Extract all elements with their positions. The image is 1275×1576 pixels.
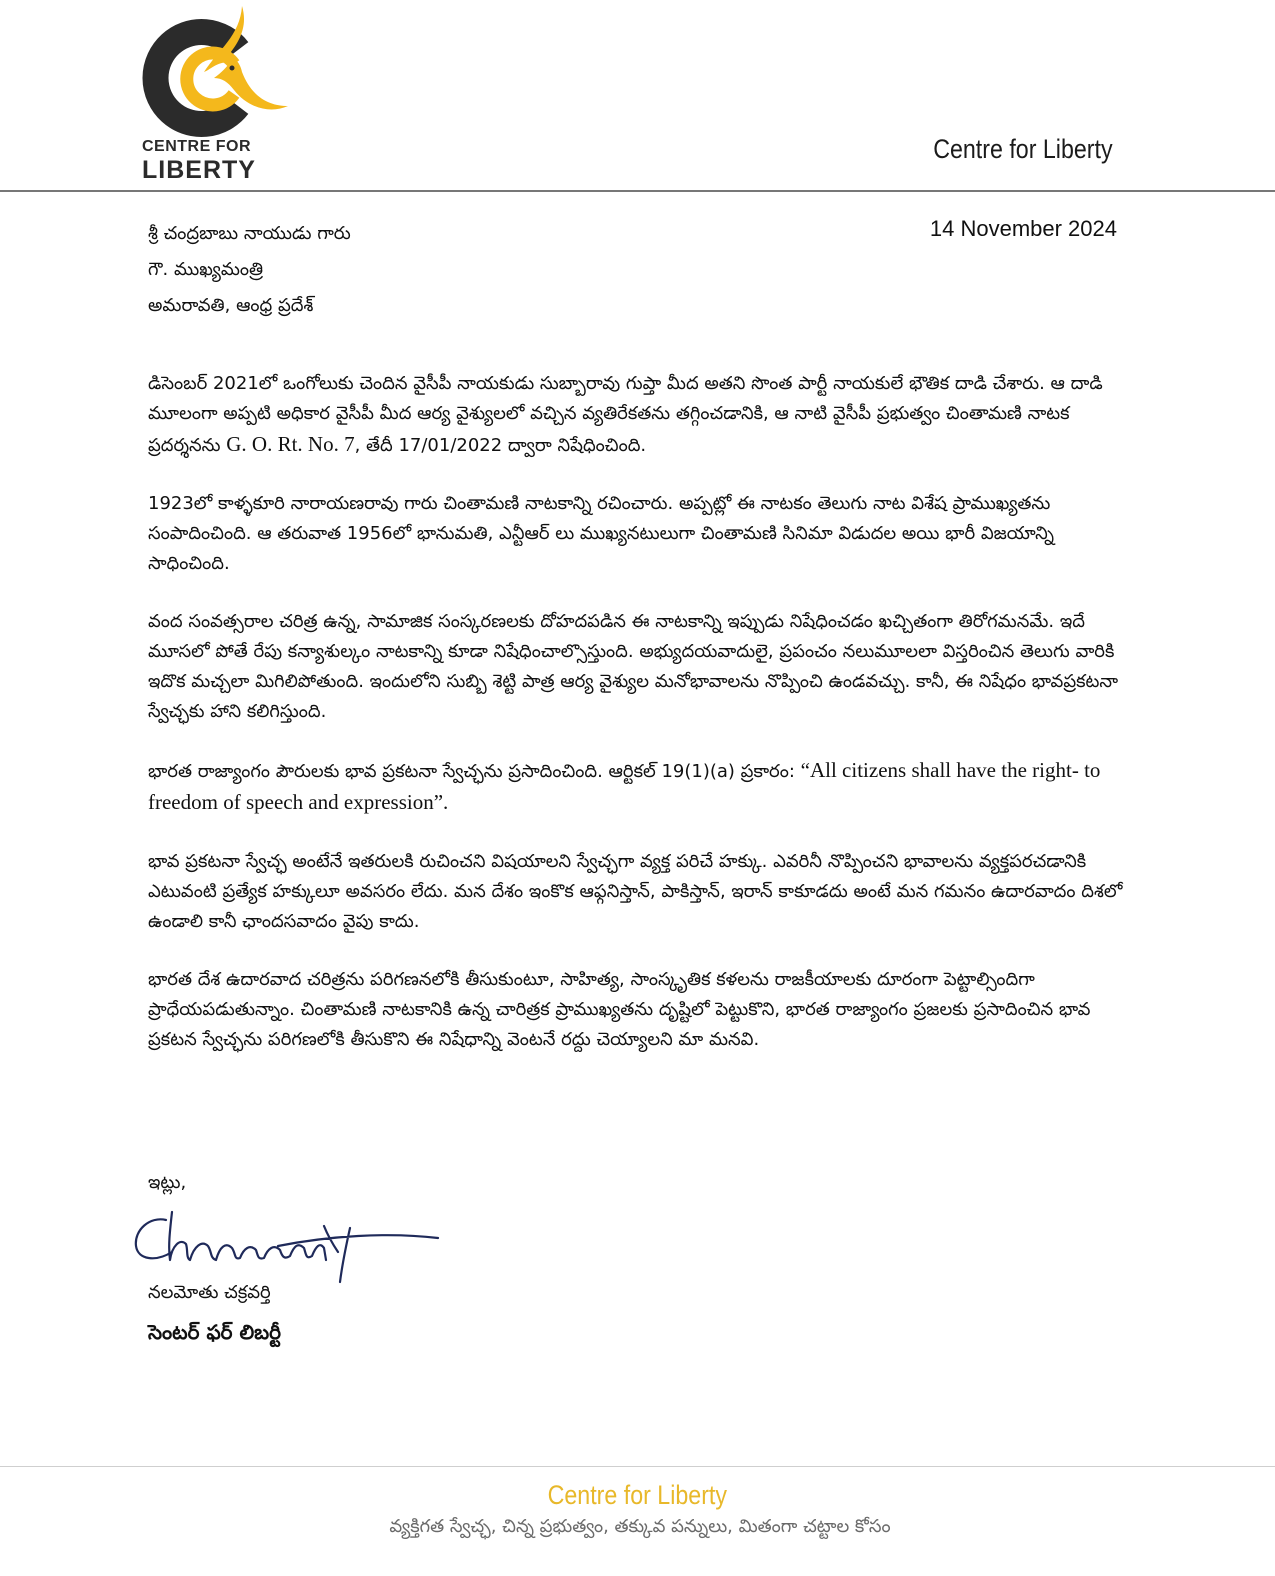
logo xyxy=(130,2,300,182)
paragraph-5: భావ ప్రకటనా స్వేచ్ఛ అంటేనే ఇతరులకి రుచించని విషయాలని స్వేచ్ఛగా వ్యక్త పరిచే హక్కు. ఎవరినీ నొప్పించని భావాలను వ్యక్తపరచడానికి ఎటువంటి ప్రత్యేక హక్కులూ అవసరం లేదు. మన దేశం ఇంకొక ఆఫ్గనిస్తాన్, పాకిస్తాన్, ఇరాన్ కాకూడదు అంటే మన గమనం ఉదారవాదం దిశలో ఉండాలి కానీ ఛాందసవాదం వైపు కాదు. xyxy=(148,851,1123,932)
closing: ఇట్లు, xyxy=(148,1172,187,1193)
letter-body xyxy=(148,369,1123,1083)
footer-divider xyxy=(0,1466,1275,1467)
recipient-line-3: అమరావతి, ఆంధ్ర ప్రదేశ్ xyxy=(148,295,314,316)
footer-brand-text: Centre for Liberty xyxy=(547,1480,728,1510)
logo-mark-icon xyxy=(130,2,300,142)
letter-date: 14 November 2024 xyxy=(929,216,1117,241)
paragraph-6: భారత దేశ ఉదారవాద చరిత్రను పరిగణనలోకి తీసుకుంటూ, సాహిత్య, సాంస్కృతిక కళలను రాజకీయాలకు దూరంగా పెట్టాల్సిందిగా ప్రాధేయపడుతున్నాం. చింతామణి నాటకానికి ఉన్న చారిత్రక ప్రాముఖ్యతను దృష్టిలో పెట్టుకొని, భారత రాజ్యాంగం ప్రజలకు ప్రసాదించిన భావ ప్రకటన స్వేచ్ఛను పరిగణలోకి తీసుకొని ఈ నిషేధాన్ని వెంటనే రద్దు చెయ్యాలని మా మనవి. xyxy=(148,969,1091,1050)
signature-icon xyxy=(128,1206,448,1286)
logo-text-line2: LIBERTY xyxy=(142,156,256,184)
footer-tagline: వ్యక్తిగత స్వేచ్ఛ, చిన్న ప్రభుత్వం, తక్కువ పన్నులు, మితంగా చట్టాల కోసం xyxy=(389,1516,891,1537)
go-reference: G. O. Rt. No. 7 xyxy=(226,432,355,456)
paragraph-1-end: , తేదీ 17/01/2022 ద్వారా నిషేధించింది. xyxy=(354,435,647,456)
recipient-address xyxy=(148,216,351,324)
signer-name: నలమోతు చక్రవర్తి xyxy=(148,1282,271,1303)
paragraph-3: వంద సంవత్సరాల చరిత్ర ఉన్న, సామాజిక సంస్కరణలకు దోహదపడిన ఈ నాటకాన్ని ఇప్పుడు నిషేధించడం ఖచ్చితంగా తిరోగమనమే. ఇదే మూసలో పోతే రేపు కన్యాశుల్కం నాటకాన్ని కూడా నిషేధించాల్సొస్తుంది. అభ్యుదయవాదులై, ప్రపంచం నలుమూలలా విస్తరించిన తెలుగు వారికి ఇదొక మచ్చలా మిగిలిపోతుంది. ఇందులోని సుబ్బి శెట్టి పాత్ర ఆర్య వైశ్యుల మనోభావాలను నొప్పించి ఉండవచ్చు. కానీ, ఈ నిషేధం భావప్రకటనా స్వేచ్ఛకు హాని కలిగిస్తుంది. xyxy=(148,611,1119,722)
signer-organization: సెంటర్ ఫర్ లిబర్టీ xyxy=(148,1320,282,1344)
footer-brand xyxy=(0,1480,1275,1511)
recipient-line-1: శ్రీ చంద్రబాబు నాయుడు గారు xyxy=(148,223,351,244)
paragraph-4 xyxy=(148,755,1123,819)
paragraph-1-text: డిసెంబర్ 2021లో ఒంగోలుకు చెందిన వైసీపీ నాయకుడు సుబ్బారావు గుప్తా మీద అతని సొంత పార్టీ నాయకులే భౌతిక దాడి చేశారు. ఆ దాడి మూలంగా అప్పటి అధికార వైసీపీ మీద ఆర్య వైశ్యులలో వచ్చిన వ్యతిరేకతను తగ్గించడానికి, ఆ నాటి వైసీపీ ప్రభుత్వం చింతామణి నాటక ప్రదర్శనను xyxy=(148,373,1103,456)
paragraph-1 xyxy=(148,369,1123,461)
paragraph-4-text: భారత రాజ్యాంగం పౌరులకు భావ ప్రకటనా స్వేచ్ఛను ప్రసాదించింది. ఆర్టికల్ 19(1)(a) ప్రకారం: xyxy=(148,761,795,782)
recipient-line-2: గౌ. ముఖ్యమంత్రి xyxy=(148,259,264,280)
header-brand: Centre for Liberty xyxy=(933,134,1113,164)
header-divider xyxy=(0,190,1275,192)
paragraph-2: 1923లో కాళ్ళకూరి నారాయణరావు గారు చింతామణి నాటకాన్ని రచించారు. అప్పట్లో ఈ నాటకం తెలుగు నాట విశేష ప్రాముఖ్యతను సంపాదించింది. ఆ తరువాత 1956లో భానుమతి, ఎన్టీఆర్ లు ముఖ్యనటులుగా చింతామణి సినిమా విడుదల అయి భారీ విజయాన్ని సాధించింది. xyxy=(148,493,1054,574)
logo-text-line1: CENTRE FOR xyxy=(142,138,251,155)
article-quote: “All citizens shall have the right- to freedom of speech and expression”. xyxy=(148,758,1101,814)
